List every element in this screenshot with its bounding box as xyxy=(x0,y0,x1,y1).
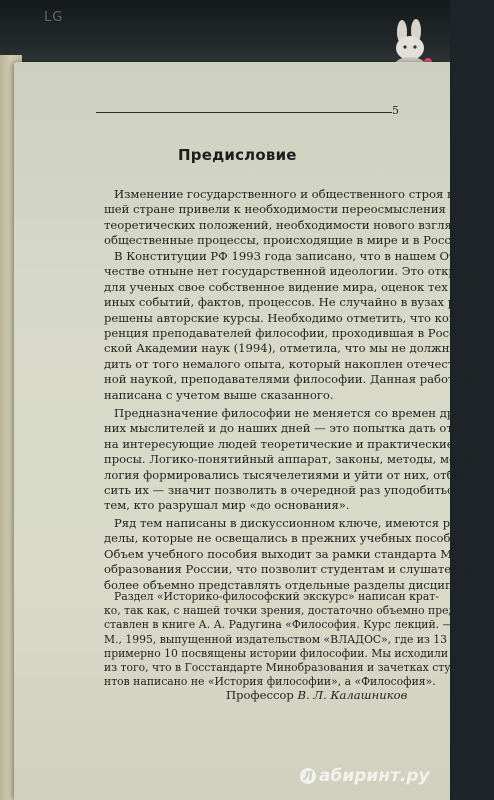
watermark-logo-icon: Л xyxy=(300,768,316,784)
text-line: иных событий, фактов, процессов. Не случайно в вузах раз- xyxy=(104,295,473,310)
text-line: общественные процессы, происходящие в мире и в России. xyxy=(104,233,470,248)
text-line: В Конституции РФ 1993 года записано, что в нашем Оте- xyxy=(114,249,467,263)
text-line: Объем учебного пособия выходит за рамки стандарта Мин- xyxy=(104,546,472,561)
paragraph-3 xyxy=(104,406,488,514)
text-line: для ученых свое собственное видение мира, оценок тех или xyxy=(104,279,475,294)
text-line: ко, так как, с нашей точки зрения, достаточно объемно пред- xyxy=(104,604,459,618)
text-line: Изменение государственного и общественного строя в на- xyxy=(114,187,476,201)
text-line: ренция преподавателей философии, проходившая в Россий- xyxy=(104,325,475,340)
text-line: теоретических положений, необходимости нового взгляда на xyxy=(104,217,485,232)
text-line: делы, которые не освещались в прежних учебных пособиях. xyxy=(104,531,476,546)
page-title: Предисловие xyxy=(178,146,297,164)
text-line: тем, кто разрушал мир «до основания». xyxy=(104,498,350,513)
text-line: написана с учетом выше сказанного. xyxy=(104,387,334,402)
text-line: дить от того немалого опыта, который накоплен отечествен- xyxy=(104,356,480,371)
paragraph-5 xyxy=(104,590,476,689)
author-signature xyxy=(226,688,407,702)
text-line: М., 1995, выпущенной издательством «ВЛАДОС», где из 13 глав xyxy=(104,632,476,646)
author-role: Профессор xyxy=(226,688,294,702)
text-line: логия формировались тысячелетиями и уйти от них, отбро- xyxy=(104,467,472,482)
text-line: них мыслителей и до наших дней — это попытка дать ответ xyxy=(104,421,473,436)
text-line: ной наукой, преподавателями философии. Данная работа и xyxy=(104,372,473,387)
text-line: из того, что в Госстандарте Минобразования и зачетках студе- xyxy=(104,660,468,674)
paragraph-4 xyxy=(104,516,489,593)
text-line: Ряд тем написаны в дискуссионном ключе, имеются раз- xyxy=(114,516,468,530)
text-line: примерно 10 посвящены истории философии. Мы исходили xyxy=(104,646,449,660)
watermark-text: абиринт.ру xyxy=(319,766,430,786)
text-line: ставлен в книге А. А. Радугина «Философия. Курс лекций. — xyxy=(104,618,454,632)
text-line: сить их — значит позволить в очередной раз уподобиться xyxy=(104,482,461,497)
text-line: честве отныне нет государственной идеологии. Это открывает xyxy=(104,264,492,279)
monitor-brand-logo: LG xyxy=(44,10,64,25)
text-line: Предназначение философии не меняется со времен древ- xyxy=(114,406,472,420)
text-line: на интересующие людей теоретические и практические во- xyxy=(104,436,475,451)
paragraph-2 xyxy=(104,249,492,403)
text-line: Раздел «Историко-философский экскурс» написан крат- xyxy=(114,590,439,603)
text-line: нтов написано не «История философии», а «Философия». xyxy=(104,675,436,689)
author-name: В. Л. Калашников xyxy=(297,688,408,702)
page-number: 5 xyxy=(392,104,399,117)
header-rule xyxy=(96,112,392,113)
text-line: ской Академии наук (1994), отметила, что мы не должны ухо- xyxy=(104,341,487,356)
watermark xyxy=(300,766,430,786)
text-line: просы. Логико-понятийный аппарат, законы, методы, методо- xyxy=(104,452,488,467)
paragraph-1 xyxy=(104,187,494,249)
text-line: шей стране привели к необходимости переосмысления многих xyxy=(104,202,494,217)
text-line: более объемно представлять отдельные разделы дисциплины. xyxy=(104,577,489,592)
text-line: образования России, что позволит студентам и слушателям xyxy=(104,562,475,577)
text-line: решены авторские курсы. Необходимо отметить, что конфе- xyxy=(104,310,477,325)
